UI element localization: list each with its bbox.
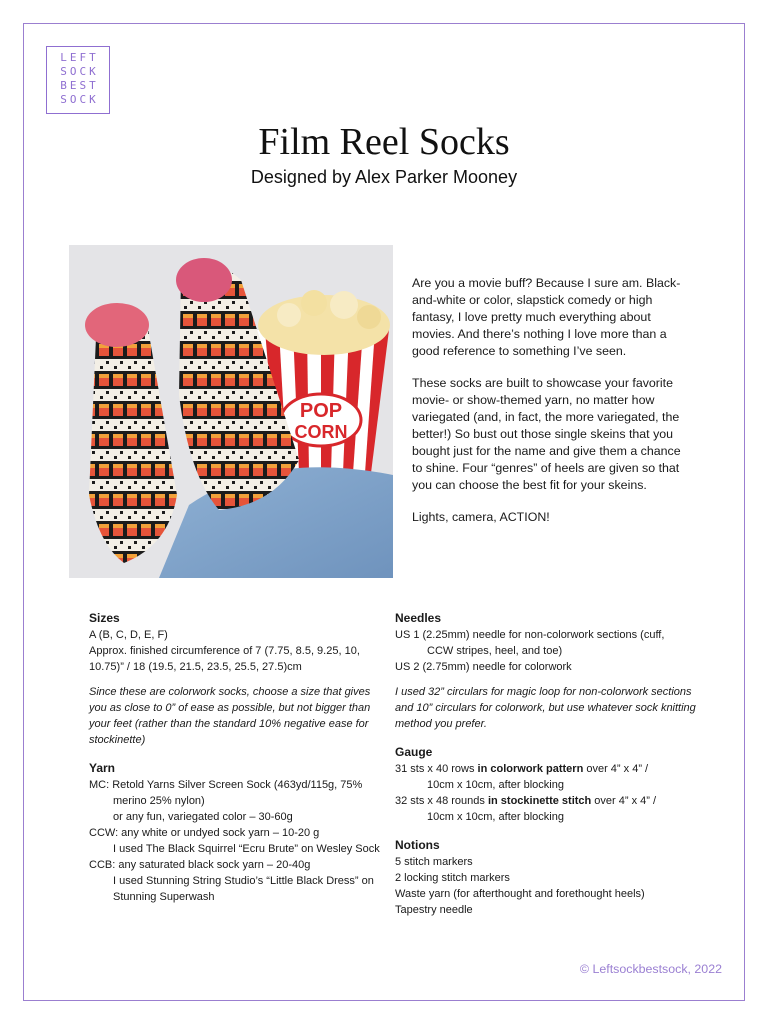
yarn-ccw-used: I used The Black Squirrel “Ecru Brute” on Wesley Sock <box>113 843 380 855</box>
needles-heading: Needles <box>395 611 442 625</box>
yarn-ccw: CCW: any white or undyed sock yarn – 10-20 g <box>89 827 320 839</box>
intro-paragraph: These socks are built to showcase your favorite movie- or show-themed yarn, no matter how variegated (and, in fact, the more variegated, the better!) So bust out those single skeins that you bought just for the name and give them a chance to shine. Four “genres” of heels are given so that you can choose the best fit for your skeins. <box>412 376 681 492</box>
notions-heading: Notions <box>395 838 440 852</box>
yarn-mc-alt: or any fun, variegated color – 30-60g <box>113 811 293 823</box>
yarn-ccb-used: I used Stunning String Studio’s “Little Black Dress” on Stunning Superwash <box>113 875 374 903</box>
yarn-mc-cont: merino 25% nylon) <box>113 795 205 807</box>
notions-item: Waste yarn (for afterthought and forethought heels) <box>395 888 645 900</box>
popcorn-label: POP <box>299 400 343 422</box>
yarn-ccb: CCB: any saturated black sock yarn – 20-40g <box>89 859 311 871</box>
logo-line: SOCK <box>60 65 99 78</box>
intro-paragraph: Are you a movie buff? Because I sure am. Black-and-white or color, slapstick comedy or high fantasy, I love pretty much everything about movies. And there’s nothing I love more than a good reference to something I’ve seen. <box>412 276 681 358</box>
needles-us1: US 1 (2.25mm) needle for non-colorwork sections (cuff, <box>395 629 665 641</box>
needles-us1-cont: CCW stripes, heel, and toe) <box>427 645 563 657</box>
sizes-list: A (B, C, D, E, F) <box>89 629 168 641</box>
sizes-note: Since these are colorwork socks, choose a size that gives you as close to 0” of ease as possible, but not bigger than your feet (rather than the standard 10% negative ease for stockinette) <box>89 686 371 746</box>
sizes-circumference: Approx. finished circumference of 7 (7.75, 8.5, 9.25, 10, 10.75)” / 18 (19.5, 21.5, 23.5, 25.5, 27.5)cm <box>89 645 360 673</box>
gauge-stockinette-cont: 10cm x 10cm, after blocking <box>427 811 564 823</box>
gauge-colorwork: 31 sts x 40 rows in colorwork pattern over 4” x 4” / <box>395 763 649 775</box>
needles-us2: US 2 (2.75mm) needle for colorwork <box>395 661 572 673</box>
needles-note: I used 32” circulars for magic loop for non-colorwork sections and 10” circulars for colorwork, but use whatever sock knitting method you prefer. <box>395 686 696 730</box>
notions-item: 5 stitch markers <box>395 856 473 868</box>
logo-line: BEST <box>60 79 99 92</box>
designer-credit: Designed by Alex Parker Mooney <box>250 167 518 187</box>
logo-line: LEFT <box>60 51 99 64</box>
right-column <box>395 610 700 918</box>
notions-item: 2 locking stitch markers <box>395 872 510 884</box>
yarn-heading: Yarn <box>89 761 116 775</box>
intro-text <box>412 275 694 541</box>
socks-photo <box>69 245 393 578</box>
brand-logo <box>46 46 110 114</box>
intro-paragraph: Lights, camera, ACTION! <box>412 510 550 524</box>
copyright-notice: © Leftsockbestsock, 2022 <box>579 962 722 976</box>
popcorn-label: CORN <box>294 422 348 442</box>
page-title: Film Reel Socks <box>258 121 510 163</box>
yarn-mc: MC: Retold Yarns Silver Screen Sock (463yd/115g, 75% <box>89 779 363 791</box>
gauge-colorwork-cont: 10cm x 10cm, after blocking <box>427 779 564 791</box>
left-column <box>89 610 381 905</box>
logo-line: SOCK <box>60 93 99 106</box>
sizes-heading: Sizes <box>89 611 120 625</box>
gauge-stockinette: 32 sts x 48 rounds in stockinette stitch over 4” x 4” / <box>395 795 657 807</box>
gauge-heading: Gauge <box>395 745 433 759</box>
notions-item: Tapestry needle <box>395 904 473 916</box>
